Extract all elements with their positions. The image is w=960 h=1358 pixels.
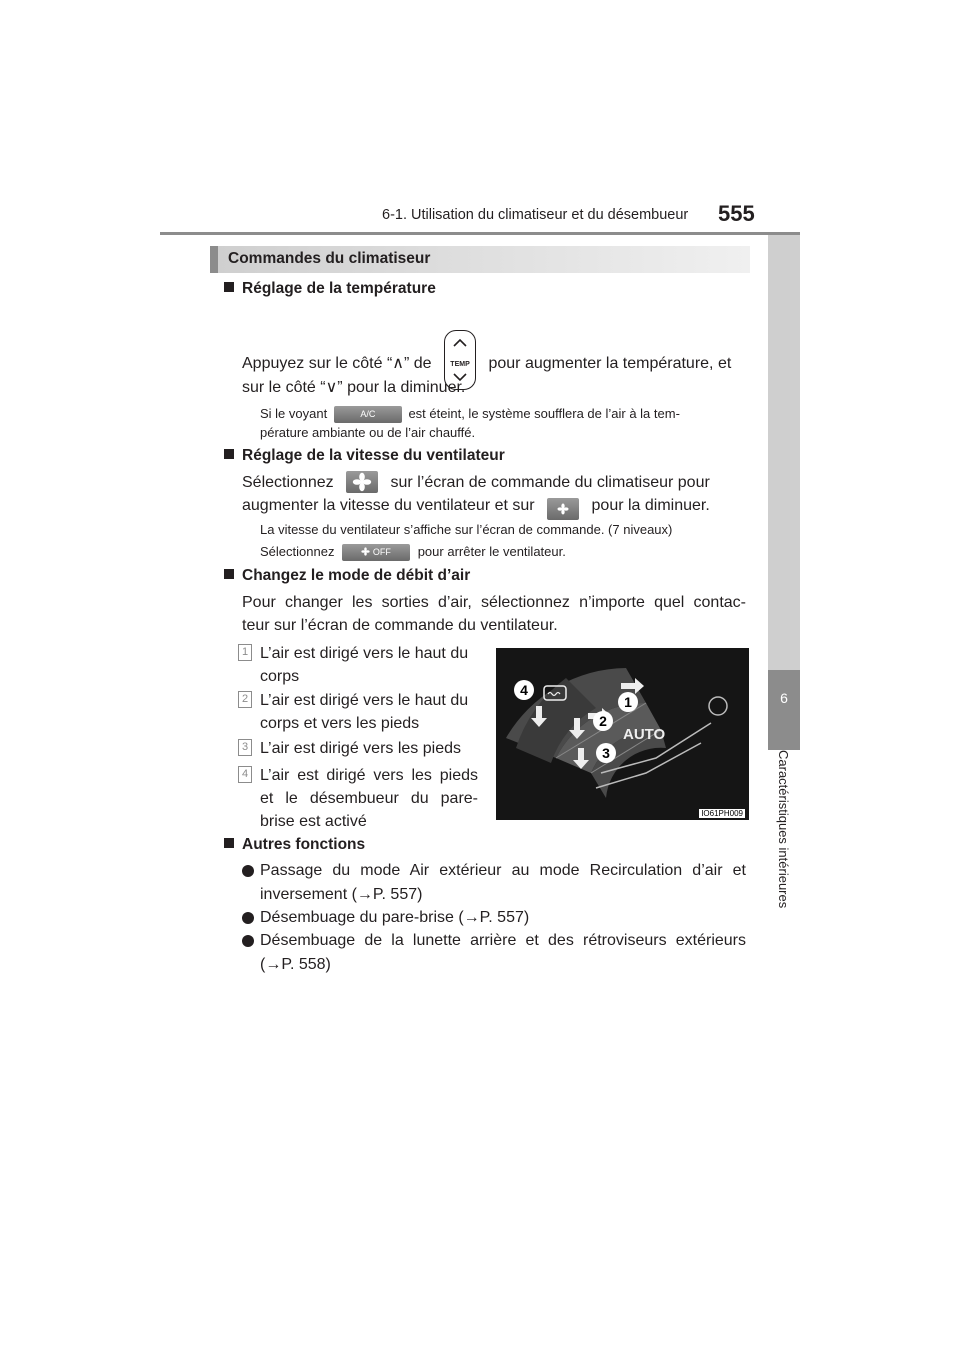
- heading-fan: [224, 447, 505, 465]
- square-bullet-icon: [224, 838, 234, 848]
- item-number-badge: 3: [238, 739, 252, 756]
- item-text: L’air est dirigé vers le haut du: [260, 645, 469, 662]
- heading-mode: [224, 567, 470, 585]
- fan-line2: [242, 494, 710, 520]
- item-text: brise est activé: [260, 813, 367, 830]
- fan-line2-b: pour la diminuer.: [591, 497, 710, 514]
- item-text: L’air est dirigé vers les pieds: [260, 740, 461, 757]
- fan-down-button: [547, 498, 579, 520]
- heading-temperature: [224, 280, 436, 298]
- auto-label: AUTO: [623, 726, 666, 743]
- heading-other-text: Autres fonctions: [242, 836, 366, 853]
- heading-temperature-text: Réglage de la température: [242, 280, 436, 297]
- chapter-title: 6-1. Utilisation du climatiseur et du désembueur: [382, 207, 689, 223]
- fan-off-button: [342, 544, 410, 561]
- fan-up-button: [346, 471, 378, 493]
- temp-line2: sur le côté “∨” pour la diminuer.: [242, 379, 466, 396]
- mode-line2: teur sur l’écran de commande du ventilateur.: [242, 617, 558, 634]
- item-text: corps et vers les pieds: [260, 715, 420, 732]
- fan-line1: [242, 471, 710, 495]
- fan-note2-a: Sélectionnez: [260, 544, 335, 559]
- ac-button: [334, 406, 402, 423]
- airflow-mode-figure: [496, 648, 749, 820]
- section-header: [210, 246, 750, 273]
- other-item-1-line1: Passage du mode Air extérieur au mode Recirculation d’air et: [260, 862, 746, 879]
- item-number-badge: 1: [238, 644, 252, 661]
- temp-note-line1: [260, 406, 680, 423]
- fan-note1: La vitesse du ventilateur s’affiche sur l’écran de commande. (7 niveaux): [260, 522, 673, 537]
- square-bullet-icon: [224, 282, 234, 292]
- other-item-2-text: Désembuage du pare-brise (→P. 557): [260, 909, 530, 926]
- fan-note2: [260, 544, 566, 561]
- section-title: Commandes du climatiseur: [228, 250, 431, 267]
- other-item-3-line1: Désembuage de la lunette arrière et des rétroviseurs extérieurs: [260, 932, 746, 949]
- temp-note-a: Si le voyant: [260, 406, 328, 421]
- round-bullet-icon: [242, 865, 254, 877]
- square-bullet-icon: [224, 569, 234, 579]
- callout-3: 3: [602, 745, 610, 761]
- square-bullet-icon: [224, 449, 234, 459]
- side-tab-label: [768, 750, 800, 940]
- temp-note-line2: pérature ambiante ou de l’air chauffé.: [260, 425, 476, 440]
- item-text: L’air est dirigé vers les pieds: [260, 767, 478, 784]
- page-number: 555: [718, 201, 755, 226]
- item-text: et le désembueur du pare-: [260, 790, 478, 807]
- header-rule: [160, 232, 800, 235]
- fan-line1-b: sur l’écran de commande du climatiseur pour: [390, 474, 710, 491]
- side-bar: [768, 235, 800, 670]
- heading-other: [224, 836, 365, 854]
- temp-line1-a: Appuyez sur le côté “∧” de: [242, 355, 432, 372]
- side-tab-number: 6: [780, 690, 788, 706]
- temp-line1-b: pour augmenter la température, et: [488, 355, 732, 372]
- heading-fan-text: Réglage de la vitesse du ventilateur: [242, 447, 505, 464]
- callout-4: 4: [520, 682, 528, 698]
- ac-button-label: A/C: [360, 409, 376, 420]
- item-text: corps: [260, 668, 300, 685]
- mode-line1: Pour changer les sorties d’air, sélectionnez n’importe quel contac-: [242, 594, 746, 611]
- side-tab-label-text: Caractéristiques intérieures: [776, 750, 791, 909]
- item-number-badge: 4: [238, 766, 252, 783]
- fan-note2-b: pour arrêter le ventilateur.: [417, 544, 566, 559]
- item-text: L’air est dirigé vers le haut du: [260, 692, 469, 709]
- temp-button-label: TEMP: [450, 361, 470, 368]
- figure-code: IO61PH009: [701, 809, 743, 818]
- other-item-1-line2: inversement (→P. 557): [260, 886, 423, 903]
- fan-large-icon: [352, 472, 372, 492]
- other-item-3-line2: (→P. 558): [260, 956, 331, 973]
- round-bullet-icon: [242, 912, 254, 924]
- round-bullet-icon: [242, 935, 254, 947]
- item-number-badge: 2: [238, 691, 252, 708]
- callout-2: 2: [599, 713, 607, 729]
- fan-off-label: OFF: [372, 547, 391, 558]
- side-tab: [768, 670, 800, 750]
- callout-1: 1: [624, 694, 632, 710]
- heading-mode-text: Changez le mode de débit d’air: [242, 567, 471, 584]
- fan-line2-a: augmenter la vitesse du ventilateur et sur: [242, 497, 535, 514]
- temp-note-b: est éteint, le système soufflera de l’air à la tem-: [408, 406, 680, 421]
- fan-off-icon: [361, 547, 370, 556]
- fan-small-icon: [557, 503, 569, 515]
- fan-line1-a: Sélectionnez: [242, 474, 334, 491]
